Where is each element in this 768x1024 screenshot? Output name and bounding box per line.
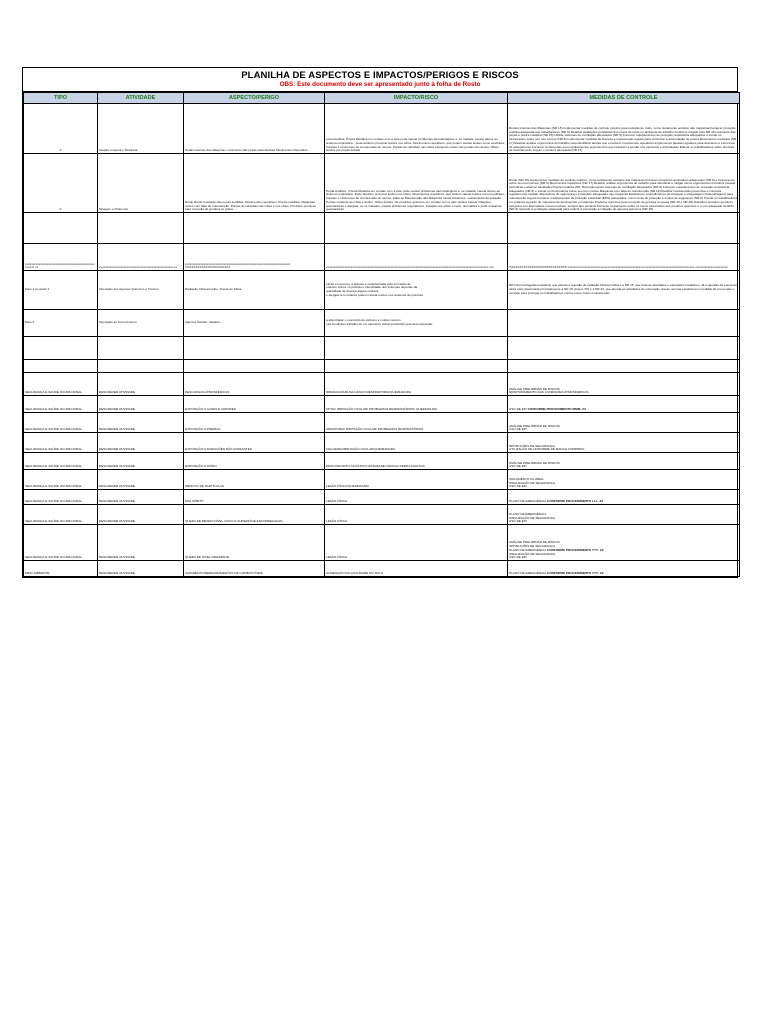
cell-impacto: IRRMAXA/FAMUSA CANÇO RESPIRATÓRIA/QUEIMADURA	[325, 373, 508, 396]
table-row	[24, 413, 740, 433]
cell-impacto-line: nódulos sílicos no pulmão e intensidade dos sintomas depende da	[326, 285, 418, 290]
empty-cell	[325, 360, 508, 373]
cell-medidas-line: UTILIZAÇÃO DE UNIFORME DE MANGA COMPRIDA	[509, 447, 585, 452]
cell-atividade: DESCREVER ATIVIDADE	[98, 373, 184, 396]
cell-medidas-line: ISOLAMENTO DA ÁREA	[509, 476, 544, 481]
empty-cell	[184, 360, 325, 373]
cell-atividade: DESCREVER ATIVIDADE	[98, 490, 184, 505]
cell-tipo: SEGURANÇA E SAÚDE OCUPACIONAL	[24, 453, 98, 470]
cell-medidas	[508, 310, 740, 337]
cell-medidas-line: PLANO DE EMERGÊNCIA CONFORME PROCEDIMENTO YYY- ZZ	[509, 571, 604, 576]
cell-impacto	[325, 271, 508, 310]
risk-table	[23, 92, 740, 577]
cell-atividade: DESCREVER ATIVIDADE	[98, 453, 184, 470]
table-row	[24, 373, 740, 396]
cell-aspecto: EXPOSIÇÃO A GASES E VAPORES	[184, 396, 325, 413]
empty-cell	[24, 337, 98, 360]
cell-impacto-line: e alergias tem nódulos podem causar lesões nos sistemas de pulmões	[326, 292, 424, 297]
cell-aspecto: VAZAMENTO/DERRAMAMENTOS DE COMBUSTÍVEIS	[184, 561, 325, 577]
cell-tipo: SEGURANÇA E SAÚDE OCUPACIONAL	[24, 505, 98, 525]
cell-medidas-line: SINALIZAÇÃO DE SEGURANÇA	[509, 480, 556, 485]
cell-medidas-line: PLANO DE EMERGÊNCIA CONFORME PROCEDIMENTO YYY- ZZ	[509, 547, 604, 552]
table-row	[24, 271, 740, 310]
empty-cell	[184, 337, 325, 360]
cell-medidas	[508, 453, 740, 470]
cell-aspecto: MAL SÚBITO	[184, 490, 325, 505]
table-row	[24, 490, 740, 505]
empty-cell	[508, 213, 740, 244]
procedure-reference: CONFORME PROCEDIMENTO MMM- ZZ	[527, 407, 586, 412]
column-header-aspecto: ASPECTO/PERIGO	[184, 93, 325, 104]
cell-medidas-line: USO DE EPI	[509, 484, 527, 489]
table-row	[24, 470, 740, 490]
cell-atividade: Iziação Limpeza e Rebarbia	[98, 104, 184, 154]
cell-impacto: OFTIA/ IRRITAÇÃO OCULAR/ PROBLEMAS RESPIRATÓRIOS/ QUEIMADURA	[325, 396, 508, 413]
cell-medidas-line: USO DE EPI	[509, 464, 527, 469]
cell-aspecto: Sudas internas das Máquinas. Lixamento das peças para Rebitas Movimentos Repetidos.	[184, 104, 325, 154]
cell-tipo: SEGURANÇA E SAÚDE OCUPACIONAL	[24, 433, 98, 453]
cell-impacto: LESÃO FÍSICA	[325, 505, 508, 525]
cell-medidas	[508, 396, 740, 413]
table-row	[24, 525, 740, 561]
cell-impacto	[325, 310, 508, 337]
empty-cell	[98, 337, 184, 360]
cell-medidas	[508, 561, 740, 577]
cell-medidas: Ruídos internas das Máquinas (NR 15) Implementar medidas de controle coletivo para redução de ruído, como isolamento acústico das máquinas.Fornecer proteção auditiva adequada aos trabalhadores (NR 6).Realizar avaliações periódicas dos níveis de ruído no ambiente de trabalho conforme exigido pela NR 15.Lixamento das peças e poeira metálica (NR 15):Utilizar sistemas de ventilação adequados (NR 9).Fornecer equipamentos de proteção respiratória adequados e treinar os funcionários sobre seu uso correto (NR 6).Implementar medidas de limpeza e manutenção regular para minimizar a acumulação de poeira.Movimentos repetidos (NR 17):Realizar análise ergonômica do trabalho para identificar tarefas que envolvem movimentos repetitivos.Implementar pausas regulares para descanso e exercícios de alongamento.Fornecer ferramentas e/ou equipamentos ergonômicos que reduzam a tensão nos músculos e articulações.Educar os trabalhadores sobre técnicas de levantamento seguro e postura adequada (NR 17).	[508, 104, 740, 154]
cell-tipo: SEGURANÇA E SAÚDE OCUPACIONAL	[24, 525, 98, 561]
cell-atividade: Moagem e Polimento	[98, 154, 184, 213]
cell-tipo: SEGURANÇA E SAÚDE OCUPACIONAL	[24, 470, 98, 490]
cell-impacto: LESÃO FÍSICA	[325, 525, 508, 561]
cell-aspecto: DESCARGAS ATMOSFÉRICAS	[184, 373, 325, 396]
cell-medidas	[508, 470, 740, 490]
cell-medidas-line: ANÁLISE PRELIMINAR DE RISCOS	[509, 386, 560, 391]
cell-tipo: Meio 2	[24, 310, 98, 337]
spacer-row	[24, 337, 740, 360]
cell-medidas-line: ANÁLISE PRELIMINAR DE RISCOS	[509, 423, 560, 428]
cell-medidas	[508, 505, 740, 525]
cell-aspecto: QUEDA DE NÍVEL DIFERENTE	[184, 525, 325, 561]
cell-tipo: xxxxxxxxxxxxxxxxxxxxxxxxxxxxxxxxxxxxxxxxxxxxxxxxxxx xx	[24, 244, 98, 271]
cell-medidas	[508, 433, 740, 453]
empty-cell	[508, 337, 740, 360]
cell-tipo: SEGURANÇA E SAÚDE OCUPACIONAL	[24, 373, 98, 396]
empty-cell	[24, 213, 98, 244]
cell-atividade: DESCREVER ATIVIDADE	[98, 413, 184, 433]
cell-impacto-line: a alta inhalar o monóxido de carbono é muitos comum	[326, 318, 401, 323]
empty-cell	[98, 360, 184, 373]
cell-atividade: Operação dos Agentes Químicos e Tóxicos	[98, 271, 184, 310]
cell-atividade: DESCREVER ATIVIDADE	[98, 505, 184, 525]
table-row	[24, 453, 740, 470]
table-row	[24, 505, 740, 525]
cell-impacto: LESÃO FÍSICA	[325, 490, 508, 505]
cell-aspecto: EXPOSIÇÃO A RADIAÇÕES NÃO IONIZANTES	[184, 433, 325, 453]
cell-medidas-line: ANÁLISE PRELIMINAR DE RISCOS	[509, 540, 560, 545]
cell-medidas-line: USO DE EPI	[509, 427, 527, 432]
cell-atividade: DESCREVER ATIVIDADE	[98, 396, 184, 413]
cell-medidas-line: USO DE EPI	[509, 519, 527, 524]
cell-tipo: SEGURANÇA E SAÚDE OCUPACIONAL	[24, 490, 98, 505]
cell-impacto: ALTERAÇÃO DA QUALIDADE DO SOLO	[325, 561, 508, 577]
empty-cell	[24, 360, 98, 373]
procedure-reference: CONFORME PROCEDIMENTO YYY- ZZ	[547, 571, 604, 576]
cell-impacto: Perda Auditiva , Poeira Metálica em contato com a pele pode causar problemas dermatológicos e, se inalada, causar danos ao sistema respiratório. Pode também provocar lesões nos olhos. Movimentos repetitivos, que podem causar lesões como tendinites, bursites e síndromes de compressão de nervos. Falta de Manutenção das Máquinas causa Acidentes, ocasionando Amputação. Pontas cortando as mãos e dedos. Olhos feridos. Os produtos químicos em contato com a pele podem causar irritações, queimaduras e alergias, ou se inalados, causar problemas respiratórios, irritação nos olhos e nariz, dermatites e pode ocasionar queimaduras.	[325, 154, 508, 213]
cell-impacto: DESCONFORTO ACÚSTICO/ ESTRESSE/ FADIGA/ PERDA AUDITIVA	[325, 453, 508, 470]
cell-impacto: xxxxxxxxxxxxxxxxxxxxxxxxxxxxxxxxxxxxxxxxxxxxxxxxxxxxxxxxxxxxxxxxxxxxxxxxxxxxxxxxxxxxxxxxxxxxxxxxxxxxxxxxx xxx	[325, 244, 508, 271]
cell-aspecto: IMPACTO DE PARTÍCULAS	[184, 470, 325, 490]
table-row	[24, 154, 740, 213]
cell-medidas-line: ANÁLISE PRELIMINAR DE RISCOS	[509, 460, 560, 465]
table-row	[24, 433, 740, 453]
procedure-reference: CONFORME PROCEDIMENTO YYY- ZZ	[547, 547, 604, 552]
cell-aspecto: Ruído Ruído Inusitado das peças fundidas. Movimentos repetitivos. Poeira metálica. Máquinas cortes com falta de manutenção. Pontas de rebarbas nas mãos e nos olhos. Produtos químicos para remoção de gordura ou graxa	[184, 154, 325, 213]
cell-aspecto: QUEDA DE MESMO NÍVEL (VACILO-SUPERFÍCIE ESCORREGADIA)	[184, 505, 325, 525]
cell-medidas-line: PLANO DE EMERGÊNCIA	[509, 511, 547, 516]
procedure-reference: CONFORME PROCEDIMENTO LLL- ZZ	[547, 499, 604, 504]
cell-medidas-line: SINALIZAÇÃO DE SEGURANÇA	[509, 551, 556, 556]
cell-tipo: SEGURANÇA E SAÚDE OCUPACIONAL	[24, 396, 98, 413]
cell-impacto: ARMATORIA/ IRRITAÇÃO OCULAR/ PROBLEMAS RESPIRATÓRIOS	[325, 413, 508, 433]
cell-impacto: ercia Auditiva, Poeira Metálica em contato com a pele pode causar problemas dermatológicos e, se inalada, causar danos ao sistema respiratório., pode também provocar lesões nos olhos. Movimentos repetitivos, que podem causar lesões como tendinites, bursites e síndromes de compressão de nervos. Pontas de rebarbas nas mãos causando cortes nas pontas dos dedos. Olhos feridos por peças lixadas	[325, 104, 508, 154]
cell-atividade: Operação ao Fornecimento	[98, 310, 184, 337]
cell-medidas-line: USO DE EPI	[509, 555, 527, 560]
cell-medidas: XXXXXXXXXXXXXXXXXXXXXXXXXXXX xxxxxxxxxxxxxxxxxxxxxxxxxxxxxxxxxxxxxxxxxxxxxxxxxxxxxxxxxxxxxxxxxxxxxxxxxxxxxxxxxx xxxxxxxxxxxxxxxxxxxxx	[508, 244, 740, 271]
table-row	[24, 310, 740, 337]
cell-impacto-line: eficaz e incorreto, a silicose é caracterizada pela formação de	[326, 281, 411, 286]
column-header-atividade: ATIVIDADE	[98, 93, 184, 104]
empty-cell	[98, 213, 184, 244]
cell-tipo: MEIO AMBIENTE	[24, 561, 98, 577]
cell-medidas	[508, 525, 740, 561]
spreadsheet	[22, 67, 738, 578]
empty-cell	[508, 360, 740, 373]
cell-medidas-line: MONITORAMENTO DAS CONDIÇÕES ATMOSFÉRICAS	[509, 390, 589, 395]
header-row	[24, 93, 740, 104]
page-title: PLANILHA DE ASPECTOS E IMPACTOS/PERIGOS E RISCOS	[241, 70, 519, 81]
cell-atividade: DESCREVER ATIVIDADE	[98, 561, 184, 577]
cell-atividade: DESCREVER ATIVIDADE	[98, 525, 184, 561]
table-row	[24, 244, 740, 271]
cell-tipo: Meio 2 ao parar 1	[24, 271, 98, 310]
cell-medidas	[508, 373, 740, 396]
cell-medidas	[508, 413, 740, 433]
cell-medidas-line: INSTRUÇÕES DE SEGURANÇA	[509, 443, 555, 448]
column-header-impacto: IMPACTO/RISCO	[325, 93, 508, 104]
cell-medidas	[508, 490, 740, 505]
cell-aspecto: Radiação Infravermelho, Poeira de Sílica.	[184, 271, 325, 310]
cell-aspecto: Vapores Sílicido, Valdério.	[184, 310, 325, 337]
cell-medidas: Ruído (NR 15):Implementar medidas de controle coletivo, como isolamento acústico das máquinas.Fornecer protetores auriculares adequados (NR 6) e treinamento sobre seu uso correto (NR 6).Movimentos repetitivos (NR 17):Realizar análise ergonômica do trabalho para identificar e mitigar riscos ergonômicos.Introduzir pausas periódicas e alternar atividades.Poeira metálica (NR 15):Implementar sistemas de ventilação adequados (NR 9).Fornecer equipamentos de proteção respiratória adequados (NR 6) e treinar os funcionários sobre seu uso correto.Máquinas com falta de manutenção (NR 12):Realizar manutenção preventiva e corretiva regularmente.Instalar dispositivos de segurança e proteções adequadas nas máquinas.Estabelecer procedimentos de bloqueio e etiquetagem (lockout/tagout) para manutenção segura.Fornecer equipamentos de proteção individual (EPIs) adequados, como luvas de proteção e óculos de segurança (NR 6).Treinar os trabalhadores em práticas seguras de manuseio de ferramentas e máquinas.Produtos químicos para remoção de gordura ou graxa (NR 15 e NR 26):Substituir produtos químicos perigosos por alternativas menos nocivas, sempre que possível.Fornecer treinamento sobre os riscos associados aos produtos químicos e o uso adequado de EPIs (NR 6).Garantir a ventilação adequada para reduzir a exposição à inalação de vapores químicos (NR 15).	[508, 154, 740, 213]
empty-cell	[325, 337, 508, 360]
cell-tipo: 0	[24, 154, 98, 213]
cell-tipo: 0	[24, 104, 98, 154]
empty-cell	[184, 213, 325, 244]
table-row	[24, 396, 740, 413]
cell-impacto-line: quantidade de doença alguns nódulos.	[326, 289, 380, 293]
table-body	[24, 104, 740, 577]
column-header-tipo: TIPO	[24, 93, 98, 104]
empty-cell	[325, 213, 508, 244]
spacer-row	[24, 213, 740, 244]
cell-impacto: LESÃO FÍSICA/QUEIMADURA	[325, 470, 508, 490]
cell-aspecto: xxxxxxxxxxxxxxxxxxxxxxxxxxxxxxxxxxxxxxxxxxxxxxxxxxxxxxxxxxxxxxxxxxxx XXXXXXXXXXXXXXXXXXXXXX	[184, 244, 325, 271]
page-subtitle: OBS: Este documento deve ser apresentado junto à folha de Rosto	[279, 81, 481, 88]
cell-atividade: DESCREVER ATIVIDADE	[98, 470, 184, 490]
spacer-row	[24, 360, 740, 373]
cell-medidas: NR (Norma Regulamentadora) que aborda a questão de radiação infravermelha é a NR 15, que trata de atividades e operações insalubres. Já a questão da poeira de sílica está relacionada principalmente à NR 15 (Anexo XII) e à NR 22, que aborda as atividades de mineração. Essas normas estabelecem medidas de prevenção e controle para proteger os trabalhadores contra esses riscos ocupacionais.	[508, 271, 740, 310]
title-block	[23, 68, 737, 92]
cell-tipo: SEGURANÇA E SAÚDE OCUPACIONAL	[24, 413, 98, 433]
column-header-medidas: MEDIDAS DE CONTROLE	[508, 93, 740, 104]
cell-impacto-line: nas condições trabalho de um elemento visível produzido pela decomposição.	[326, 322, 434, 326]
cell-medidas-line: SINALIZAÇÃO DE SEGURANÇA	[509, 515, 556, 520]
table-row	[24, 561, 740, 577]
cell-atividade: xxxxxxxxxxxxxxxxxxxxxxxxxxxxxxxxxxxxxxxxxxxxxxxx xx	[98, 244, 184, 271]
cell-medidas-line: USO DE EPI CONFORME PROCEDIMENTO MMM- ZZ	[509, 407, 586, 412]
cell-impacto: CEGUEIRA/IRRITAÇÃO OCULAR/QUEIMADURA	[325, 433, 508, 453]
table-row	[24, 104, 740, 154]
cell-atividade: DESCREVER ATIVIDADE	[98, 433, 184, 453]
cell-medidas-line: PLANO DE EMERGÊNCIA CONFORME PROCEDIMENTO LLL- ZZ	[509, 499, 604, 504]
cell-aspecto: EXPOSIÇÃO A RUÍDO	[184, 453, 325, 470]
cell-medidas-line: INSTRUÇÕES DE SEGURANÇA	[509, 544, 555, 549]
cell-aspecto: EXPOSIÇÃO A POEIRAS	[184, 413, 325, 433]
